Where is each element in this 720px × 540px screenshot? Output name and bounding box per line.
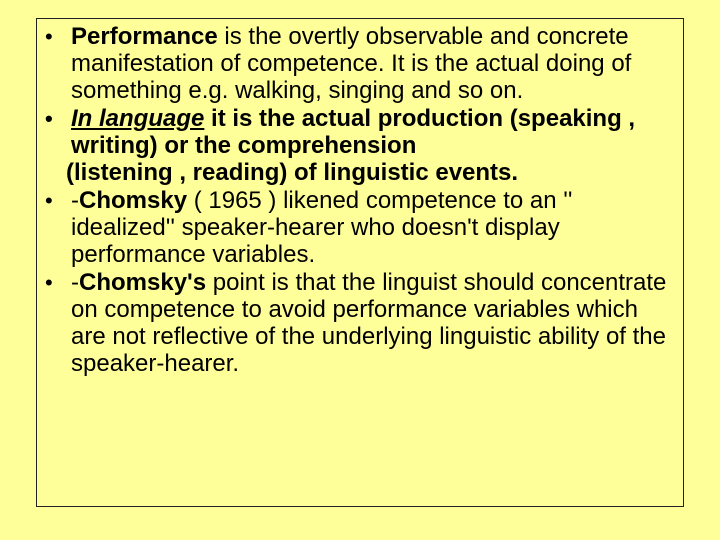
bullet-item-in-language: [37, 105, 683, 186]
bullet-list: [37, 23, 683, 378]
dash-prefix: -: [71, 269, 79, 296]
dash-prefix: -: [71, 187, 79, 214]
bullet-icon: •: [45, 24, 53, 49]
bullet-item-chomsky-point: [37, 269, 683, 377]
bullet-text: point is that the linguist should concentrate on competence to avoid performance variables which are not reflective of the underlying linguistic ability of the speaker-hearer.: [71, 269, 667, 377]
slide-frame: [36, 18, 684, 507]
bullet-item-chomsky-1965: [37, 187, 683, 268]
bullet-icon: •: [45, 106, 53, 131]
bullet-text-continued: (listening , reading) of linguistic events.: [66, 159, 519, 186]
bullet-text: ( 1965 ) likened competence to an '' idealized'' speaker-hearer who doesn't display performance variables.: [71, 187, 573, 268]
term-chomskys: Chomsky's: [79, 269, 207, 296]
bullet-item-performance: [37, 23, 683, 104]
term-performance: Performance: [71, 23, 218, 50]
term-chomsky: Chomsky: [79, 187, 188, 214]
bullet-icon: •: [45, 270, 53, 295]
bullet-text: it is the actual production (speaking , writing) or the comprehension: [71, 105, 636, 159]
bullet-text: is the overtly observable and concrete manifestation of competence. It is the actual doing of something e.g. walking, singing and so on.: [71, 23, 632, 104]
term-in-language: In language: [71, 105, 205, 132]
bullet-icon: •: [45, 188, 53, 213]
